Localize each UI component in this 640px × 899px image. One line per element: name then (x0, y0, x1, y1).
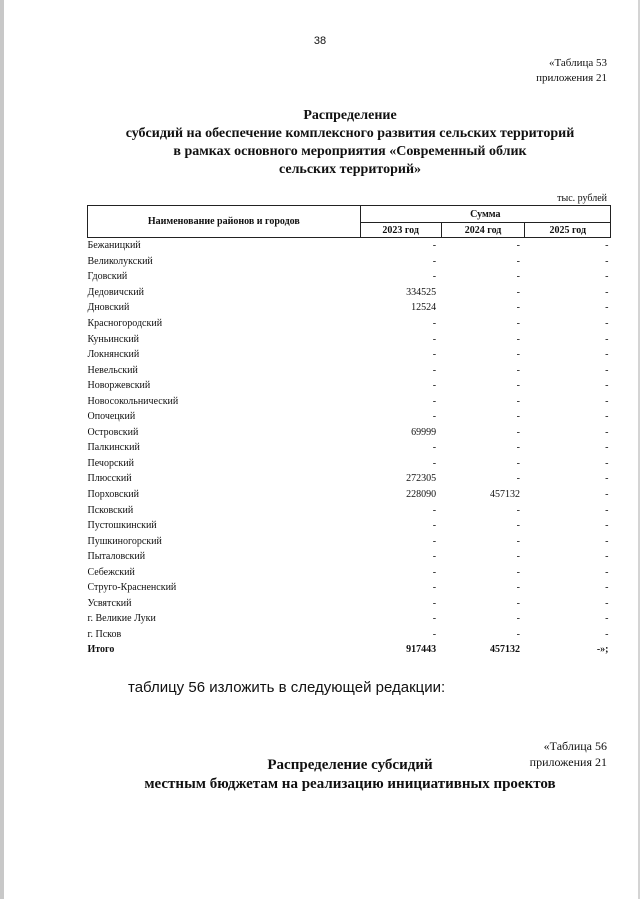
value-2024: - (516, 240, 520, 252)
value-2023: - (432, 457, 437, 469)
header-sum: Сумма (360, 206, 610, 223)
title-line: местным бюджетам на реализацию инициативных проектов (144, 776, 556, 792)
value-2023: 272305 (406, 473, 437, 485)
table-row (88, 502, 611, 518)
value-2024: - (516, 457, 520, 469)
value-2024: - (516, 504, 520, 516)
value-2025: - (605, 255, 609, 267)
value-2023: - (432, 255, 437, 267)
value-2023: - (432, 364, 437, 376)
value-2023: - (432, 628, 437, 640)
district-name: Печорский (87, 457, 134, 469)
value-2025: - (605, 302, 609, 314)
value-2023: 12524 (411, 302, 437, 314)
title-line: Распределение (303, 108, 397, 123)
district-name: Бежаницкий (87, 240, 141, 252)
district-name: Великолукский (87, 255, 153, 267)
district-name: Новоржевский (87, 380, 151, 392)
value-2023: - (432, 271, 437, 283)
title-line: в рамках основного мероприятия «Современный облик (173, 144, 527, 159)
value-2024: - (516, 582, 520, 594)
subsidy-table (87, 205, 611, 658)
value-2023: - (432, 504, 437, 516)
table-row (88, 580, 611, 596)
value-2023: 69999 (411, 426, 437, 438)
district-name: Пустошкинский (87, 520, 157, 532)
instruction-text: таблицу 56 изложить в следующей редакции: (128, 679, 446, 696)
district-name: Красногородский (87, 318, 163, 329)
value-2025: - (605, 349, 609, 361)
value-2024: - (516, 318, 520, 329)
table-row (88, 425, 611, 441)
district-name: Струго-Красненский (87, 582, 177, 594)
value-2023: - (432, 349, 437, 361)
value-2024: - (516, 349, 520, 361)
value-2024: - (516, 426, 520, 438)
value-2024: - (516, 255, 520, 267)
district-name: Палкинский (87, 442, 140, 454)
value-2024: 457132 (489, 644, 520, 656)
district-name: Пыталовский (87, 551, 146, 563)
table-row (88, 300, 611, 316)
header-2023: 2023 год (360, 223, 441, 238)
value-2024: - (516, 613, 520, 625)
value-2024: - (516, 597, 520, 609)
table53-ref-line: приложения 21 (536, 72, 607, 84)
district-name: Порховский (87, 489, 140, 501)
value-2025: - (605, 504, 609, 516)
value-2023: - (432, 582, 437, 594)
table56-ref-line: приложения 21 (529, 755, 607, 769)
value-2024: - (516, 535, 520, 547)
value-2024: - (516, 566, 520, 578)
value-2025: - (605, 240, 609, 252)
units-label: тыс. рублей (557, 193, 607, 204)
table-row (88, 518, 611, 534)
value-2023: - (432, 613, 437, 625)
district-name: Плюсский (87, 473, 132, 485)
table-row (88, 611, 611, 627)
value-2023: - (432, 442, 437, 454)
page-number: 38 (313, 35, 327, 47)
value-2025: - (605, 520, 609, 532)
value-2025: - (605, 364, 609, 376)
table-row (88, 378, 611, 394)
value-2025: - (605, 597, 609, 609)
district-name: Дедовичский (87, 286, 144, 298)
value-2025: - (605, 318, 609, 329)
district-name: Усвятский (87, 597, 132, 609)
table53-title (0, 107, 640, 179)
district-name: Себежский (87, 566, 135, 578)
value-2024: - (516, 286, 520, 298)
value-2025: - (605, 613, 609, 625)
table56-title (0, 756, 640, 794)
value-2024: - (516, 364, 520, 376)
title-line: субсидий на обеспечение комплексного развития сельских территорий (125, 126, 575, 141)
district-name: Новосокольнический (87, 395, 179, 407)
header-name: Наименование районов и городов (88, 206, 361, 238)
value-2025: - (605, 442, 609, 454)
value-2024: - (516, 333, 520, 345)
value-2023: 334525 (406, 286, 437, 298)
value-2023: - (432, 411, 437, 423)
table-row (88, 471, 611, 487)
table-row (88, 393, 611, 409)
header-2025: 2025 год (525, 223, 611, 238)
district-name: г. Псков (87, 628, 122, 640)
table-row (88, 362, 611, 378)
value-2025: - (605, 566, 609, 578)
value-2025: - (605, 535, 609, 547)
value-2024: - (516, 473, 520, 485)
table-row (88, 533, 611, 549)
value-2025: - (605, 582, 609, 594)
value-2025: -»; (596, 644, 609, 656)
table-row (88, 238, 611, 254)
table-row (88, 549, 611, 565)
value-2024: - (516, 442, 520, 454)
table53-ref-line: «Таблица 53 (548, 57, 607, 69)
value-2023: - (432, 535, 437, 547)
value-2024: - (516, 380, 520, 392)
value-2024: - (516, 628, 520, 640)
value-2025: - (605, 473, 609, 485)
value-2023: - (432, 318, 437, 329)
value-2023: - (432, 380, 437, 392)
value-2023: - (432, 395, 437, 407)
value-2024: - (516, 395, 520, 407)
total-row (88, 642, 611, 658)
header-2024: 2024 год (441, 223, 525, 238)
table-row (88, 596, 611, 612)
value-2025: - (605, 395, 609, 407)
district-name: Дновский (87, 302, 130, 314)
district-name: Итого (87, 644, 115, 656)
table53-reference (536, 56, 607, 86)
district-name: Куньинский (87, 333, 140, 345)
value-2024: - (516, 551, 520, 563)
value-2023: - (432, 333, 437, 345)
district-name: Пушкиногорский (87, 535, 162, 547)
value-2023: - (432, 566, 437, 578)
table-row (88, 269, 611, 285)
value-2024: - (516, 520, 520, 532)
value-2025: - (605, 426, 609, 438)
table-row (88, 331, 611, 347)
table-row (88, 254, 611, 270)
value-2023: 228090 (406, 489, 437, 501)
value-2023: - (432, 551, 437, 563)
value-2025: - (605, 457, 609, 469)
table-row (88, 440, 611, 456)
value-2025: - (605, 286, 609, 298)
value-2025: - (605, 551, 609, 563)
value-2025: - (605, 271, 609, 283)
district-name: Локнянский (87, 349, 140, 361)
title-line: Распределение субсидий (267, 757, 433, 773)
value-2025: - (605, 380, 609, 392)
value-2025: - (605, 489, 609, 501)
value-2025: - (605, 333, 609, 345)
value-2024: - (516, 411, 520, 423)
district-name: Островский (87, 426, 139, 438)
value-2025: - (605, 411, 609, 423)
value-2024: - (516, 271, 520, 283)
value-2023: - (432, 240, 437, 252)
table-row (88, 347, 611, 363)
district-name: г. Великие Луки (87, 613, 156, 625)
table-row (88, 316, 611, 332)
value-2024: - (516, 302, 520, 314)
value-2024: 457132 (489, 489, 520, 501)
value-2023: 917443 (406, 644, 437, 656)
table-row (88, 564, 611, 580)
district-name: Гдовский (87, 271, 128, 283)
table-row (88, 285, 611, 301)
table-row (88, 627, 611, 643)
title-line: сельских территорий» (278, 162, 422, 177)
table-row (88, 487, 611, 503)
district-name: Опочецкий (87, 411, 136, 423)
table-row (88, 409, 611, 425)
district-name: Невельский (87, 364, 138, 376)
value-2025: - (605, 628, 609, 640)
value-2023: - (432, 520, 437, 532)
table-row (88, 456, 611, 472)
district-name: Псковский (87, 504, 134, 516)
table56-ref-line: «Таблица 56 (543, 739, 607, 753)
value-2023: - (432, 597, 437, 609)
